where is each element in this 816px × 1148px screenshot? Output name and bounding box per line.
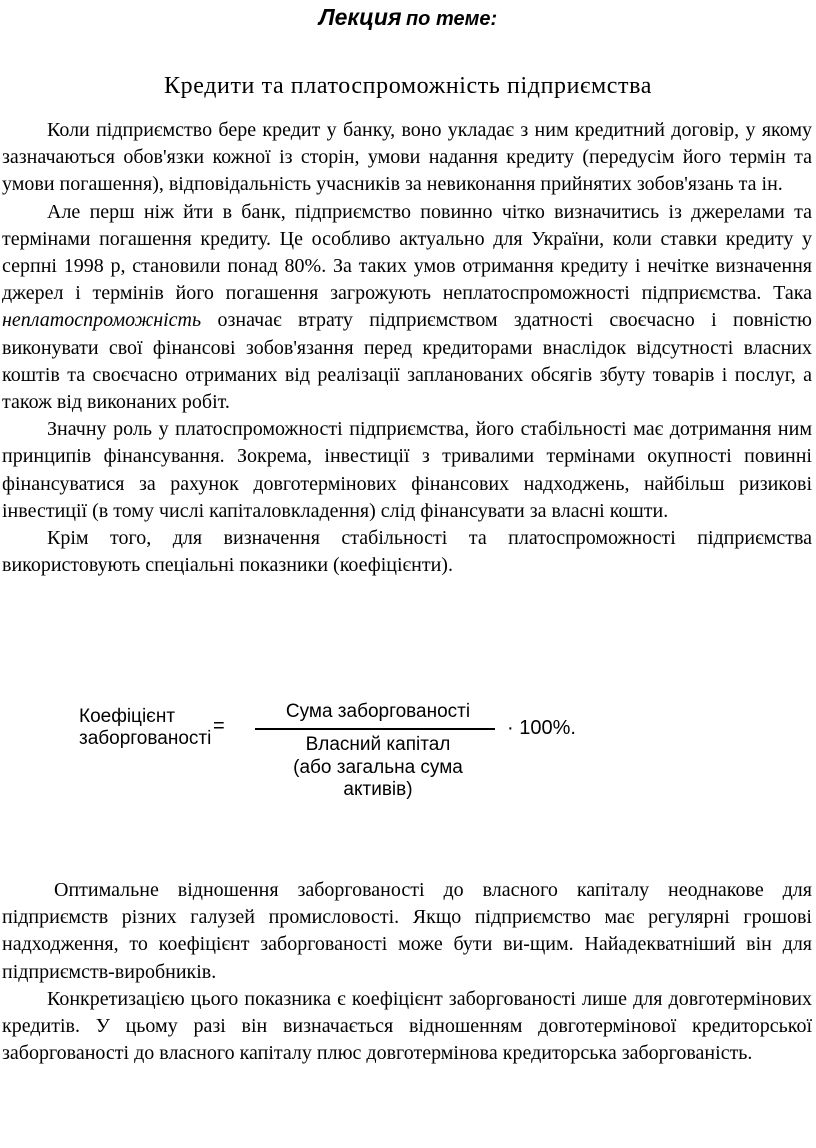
lecture-header: [0, 4, 816, 31]
paragraph-5: Оптимальне відношення заборгованості до власного капіталу неоднакове для підприємств різних галузей промисловості. Якщо підприємство має регулярні грошові надходження, то коефіцієнт заборгованості може бути ви-щим. Найадекватніший він для підприємств-виробників.: [2, 879, 812, 983]
body-text-top: [2, 117, 812, 579]
paragraph-6: Конкретизацією цього показника є коефіцієнт заборгованості лише для довготермінових кредитів. У цьому разі він визначається відношенням довготермінової кредиторської заборгованості до власного капіталу плюс довготермінова кредиторська заборгованість.: [2, 987, 812, 1065]
header-rest: по теме:: [405, 8, 498, 30]
paragraph-2-start: Але перш ніж йти в банк, підприємство повинно чітко визначитись із джерелами та термінами погашення кредиту. Це особливо актуально для України, коли ставки кредиту у серпні 1998 р, становили понад 80%. За таких умов отримання кредиту і нечітке визначення джерел і термінів його погашення загрожують неплатоспроможності підприємства. Така: [2, 200, 812, 305]
header-word: Лекция: [318, 4, 402, 30]
paragraph-2-term: неплатоспроможність: [2, 309, 202, 332]
formula-equals: =: [213, 715, 225, 737]
formula-denominator-line2: (або загальна сума активів): [293, 757, 463, 800]
paragraph-2: [2, 199, 812, 417]
formula-left-line1: Коефіцієнт: [79, 706, 176, 727]
formula-left-side: [79, 706, 211, 750]
paragraph-4: Крім того, для визначення стабільності та платоспроможності підприємства використовують спеціальні показники (коефіцієнти).: [2, 527, 812, 577]
paragraph-2-end: означає втрату підприємством здатності своєчасно і повністю виконувати свої фінансові зобов'язання перед кредиторами внаслідок відсутності власних коштів та своєчасно отриманих від реалізації запланованих обсягів збуту товарів і послуг, а також від виконаних робіт.: [2, 309, 812, 414]
body-text-bottom: [2, 877, 812, 1067]
formula-denominator-line1: Власний капітал: [305, 734, 451, 755]
formula-multiplier: · 100%.: [507, 717, 576, 739]
fraction-bar: [255, 728, 495, 730]
paragraph-1: Коли підприємство бере кредит у банку, воно укладає з ним кредитний договір, у якому зазначаються обов'язки кожної із сторін, умови надання кредиту (передусім його термін та умови погашення), відповідальність учасників за невиконання прийнятих зобов'язань та ін.: [2, 119, 812, 196]
page-title: Кредити та платоспроможність підприємства: [164, 73, 652, 99]
formula-left-line2: заборгованості: [79, 728, 212, 749]
paragraph-3: Значну роль у платоспроможності підприємства, його стабільності має дотримання ним принципів фінансування. Зокрема, інвестиції з тривалими термінами окупності повинні фінансуватися за рахунок довготермінових фінансових надходжень, найбільш ризикові інвестиції (в тому числі капіталовкладення) слід фінансувати за власні кошти.: [2, 418, 812, 522]
debt-ratio-formula: [0, 690, 816, 800]
formula-numerator: Сума заборгованості: [285, 701, 471, 722]
